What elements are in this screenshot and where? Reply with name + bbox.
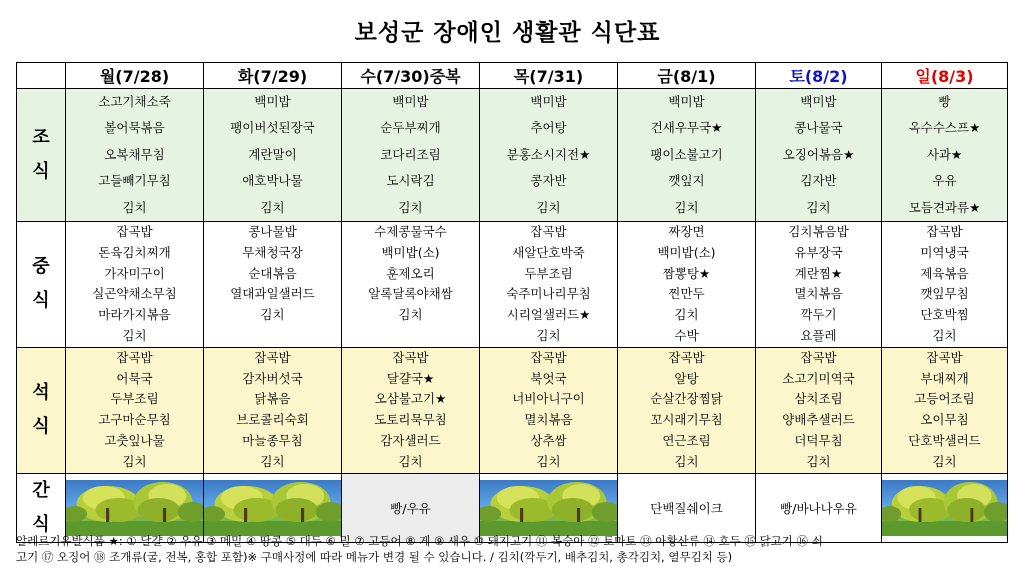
breakfast-menu-item: 오징어볶음★ [782, 146, 855, 162]
day-header-row [17, 63, 1008, 89]
day-header-sat: 토(8/2) [756, 63, 882, 89]
breakfast-menu-item: 팽이버섯된장국 [230, 120, 315, 136]
lunch-menu-item: 숙주미나리무침 [506, 286, 591, 302]
breakfast-menu-item: 콩나물국 [794, 120, 843, 136]
snack-cell-tue [204, 473, 342, 542]
breakfast-menu-item: 고들빼기무침 [98, 173, 171, 189]
lunch-menu-item: 시리얼샐러드★ [506, 307, 591, 323]
lunch-menu-item: 순대볶음 [248, 265, 297, 281]
breakfast-cell-thu [480, 89, 618, 222]
dinner-menu-item: 순살간장찜닭 [650, 391, 723, 407]
day-header-mon: 월(7/28) [66, 63, 204, 89]
snack-label-char-2: 식 [32, 513, 50, 535]
day-header-sun: 일(8/3) [882, 63, 1008, 89]
breakfast-cell-fri [618, 89, 756, 222]
lunch-menu-item: 잡곡밥 [116, 223, 153, 239]
dinner-menu-item: 잡곡밥 [926, 349, 963, 365]
lunch-cell-sun [882, 221, 1008, 347]
dinner-cell-sun [882, 347, 1008, 473]
day-header-thu: 목(7/31) [480, 63, 618, 89]
lunch-menu-item: 가자미구이 [104, 265, 165, 281]
day-header-tue: 화(7/29) [204, 63, 342, 89]
lunch-cell-mon [66, 221, 204, 347]
willow-tree-image [480, 480, 617, 536]
dinner-row [17, 347, 1008, 473]
snack-item: 빵/우유 [390, 500, 431, 516]
breakfast-menu-item: 콩자반 [530, 173, 567, 189]
dinner-menu-item: 닭볶음 [254, 391, 291, 407]
breakfast-cell-sat [756, 89, 882, 222]
dinner-menu-item: 너비아니구이 [512, 391, 585, 407]
dinner-menu-item: 두부조림 [110, 391, 159, 407]
breakfast-menu-item: 김치 [122, 199, 147, 215]
dinner-menu-item: 달걀국★ [386, 370, 435, 386]
willow-tree-image [882, 480, 1007, 536]
lunch-menu-item: 실곤약채소무침 [92, 286, 177, 302]
lunch-menu-item: 계란찜★ [794, 265, 843, 281]
lunch-menu-item: 김치 [536, 327, 561, 343]
day-header-wed: 수(7/30)중복 [342, 63, 480, 89]
page-title: 보성군 장애인 생활관 식단표 [354, 20, 661, 46]
lunch-label [17, 221, 66, 347]
lunch-menu-item: 깻잎무침 [920, 286, 969, 302]
dinner-menu-item: 김치 [122, 453, 147, 469]
breakfast-menu-item: 깻잎지 [668, 173, 705, 189]
snack-item: 빵/바나나우유 [780, 500, 857, 516]
dinner-menu-item: 삼치조림 [794, 391, 843, 407]
breakfast-menu-item: 백미밥 [392, 94, 429, 109]
snack-label-char-1: 간 [32, 479, 50, 501]
snack-cell-sat [756, 473, 882, 542]
lunch-menu-item: 마라가지볶음 [98, 307, 171, 323]
dinner-menu-item: 어묵국 [116, 370, 153, 386]
willow-tree-image [204, 480, 341, 536]
breakfast-row [17, 89, 1008, 222]
dinner-menu-item: 잡곡밥 [800, 349, 837, 365]
snack-row [17, 473, 1008, 542]
dinner-menu-item: 고구마순무침 [98, 412, 171, 428]
dinner-cell-thu [480, 347, 618, 473]
breakfast-menu-item: 소고기채소죽 [98, 94, 171, 109]
lunch-menu-item: 두부조림 [524, 265, 573, 281]
snack-cell-wed [342, 473, 480, 542]
willow-tree-image [66, 480, 203, 536]
breakfast-menu-item: 분홍소시지전★ [506, 146, 591, 162]
lunch-cell-tue [204, 221, 342, 347]
dinner-menu-item: 오삼불고기★ [374, 391, 447, 407]
lunch-menu-item: 멸치볶음 [794, 286, 843, 302]
dinner-cell-fri [618, 347, 756, 473]
lunch-cell-thu [480, 221, 618, 347]
dinner-menu-item: 김치 [674, 453, 699, 469]
lunch-row [17, 221, 1008, 347]
corner-cell [17, 63, 66, 89]
breakfast-menu-item: 오복채무침 [104, 146, 165, 162]
dinner-menu-item: 북엇국 [530, 370, 567, 386]
breakfast-menu-item: 김치 [536, 199, 561, 215]
footnote-line-2: 고기 ⑰ 오징어 ⑱ 조개류(굴, 전복, 홍합 포함)※ 구매사정에 따라 메뉴가 변경 될 수 있습니다. / 김치(깍두기, 배추김치, 총각김치, 열무김치 등) [16, 550, 733, 564]
snack-cell-sun [882, 473, 1008, 542]
lunch-menu-item: 백미밥(소) [657, 244, 716, 260]
dinner-menu-item: 잡곡밥 [530, 349, 567, 365]
dinner-menu-item: 단호박샐러드 [908, 432, 981, 448]
lunch-menu-item: 짜장면 [668, 223, 705, 239]
dinner-menu-item: 잡곡밥 [392, 349, 429, 365]
breakfast-cell-mon [66, 89, 204, 222]
lunch-cell-sat [756, 221, 882, 347]
dinner-menu-item: 브로콜리숙회 [236, 412, 309, 428]
breakfast-menu-item: 김치 [260, 199, 285, 215]
breakfast-cell-wed [342, 89, 480, 222]
dinner-menu-item: 알탕 [674, 370, 699, 386]
footnote-line-1: 알레르기유발식품 ★: ① 달걀 ② 우유 ③ 메밀 ④ 땅콩 ⑤ 대두 ⑥ 밀 ⑦ 고등어 ⑧ 게 ⑨ 새우 ⑩ 돼지고기 ⑪ 복숭아 ⑫ 토마토 ⑬ 아황산류 ⑭ 호두 ⑮ 닭고기 ⑯ 쇠 [16, 534, 823, 548]
lunch-menu-item [342, 326, 479, 347]
lunch-cell-wed [342, 221, 480, 347]
breakfast-menu-item: 김치 [806, 199, 831, 215]
dinner-menu-item: 도토리묵무침 [374, 412, 447, 428]
breakfast-menu-item: 빵 [938, 94, 951, 109]
dinner-cell-sat [756, 347, 882, 473]
lunch-menu-item: 짬뽕탕★ [662, 265, 711, 281]
dinner-label-char-2: 식 [32, 416, 50, 438]
snack-cell-mon [66, 473, 204, 542]
menu-table [16, 62, 1008, 543]
breakfast-menu-item: 백미밥 [530, 94, 567, 109]
dinner-menu-item: 감자샐러드 [380, 432, 441, 448]
breakfast-menu-item: 볼어묵볶음 [104, 120, 165, 136]
lunch-menu-item [204, 326, 341, 347]
lunch-menu-item: 김치 [260, 307, 285, 323]
breakfast-cell-tue [204, 89, 342, 222]
lunch-menu-item: 잡곡밥 [530, 223, 567, 239]
breakfast-menu-item: 건새우무국★ [650, 120, 723, 136]
lunch-menu-item: 김치 [674, 307, 699, 323]
dinner-menu-item: 멸치볶음 [524, 412, 573, 428]
lunch-menu-item: 김치 [122, 327, 147, 343]
dinner-menu-item: 김치 [536, 453, 561, 469]
breakfast-menu-item: 추어탕 [530, 120, 567, 136]
dinner-menu-item: 부대찌개 [920, 370, 969, 386]
dinner-menu-item: 김치 [260, 453, 285, 469]
dinner-cell-mon [66, 347, 204, 473]
lunch-menu-item: 알록달록야채쌈 [368, 286, 453, 302]
dinner-menu-item: 고등어조림 [914, 391, 975, 407]
breakfast-menu-item: 도시락김 [386, 173, 435, 189]
lunch-menu-item: 김치볶음밥 [788, 223, 849, 239]
breakfast-menu-item: 코다리조림 [380, 146, 441, 162]
dinner-menu-item: 소고기미역국 [782, 370, 855, 386]
dinner-menu-item: 김치 [398, 453, 423, 469]
breakfast-menu-item: 김치 [398, 199, 423, 215]
snack-label [17, 473, 66, 542]
dinner-menu-item: 고춧잎나물 [104, 432, 165, 448]
breakfast-menu-item: 모듬견과류★ [908, 199, 981, 215]
breakfast-menu-item: 계란말이 [248, 146, 297, 162]
lunch-menu-item: 김치 [932, 327, 957, 343]
breakfast-menu-item: 백미밥 [800, 94, 837, 109]
dinner-menu-item: 잡곡밥 [254, 349, 291, 365]
day-header-fri: 금(8/1) [618, 63, 756, 89]
dinner-label-char-1: 석 [32, 382, 50, 404]
breakfast-menu-item: 백미밥 [668, 94, 705, 109]
dinner-menu-item: 오이무침 [920, 412, 969, 428]
breakfast-menu-item: 김자반 [800, 173, 837, 189]
dinner-menu-item: 마늘종무침 [242, 432, 303, 448]
breakfast-menu-item: 팽이소불고기 [650, 146, 723, 162]
lunch-menu-item: 김치 [398, 307, 423, 323]
lunch-menu-item: 찐만두 [668, 286, 705, 302]
dinner-menu-item: 김치 [806, 453, 831, 469]
lunch-menu-item: 백미밥(소) [381, 244, 440, 260]
breakfast-menu-item: 백미밥 [254, 94, 291, 109]
dinner-menu-item: 감자버섯국 [242, 370, 303, 386]
breakfast-label-char-2: 식 [32, 160, 50, 182]
breakfast-menu-item: 애호박나물 [242, 173, 303, 189]
lunch-menu-item: 단호박찜 [920, 307, 969, 323]
breakfast-menu-item: 사과★ [926, 146, 963, 162]
lunch-menu-item: 새알단호박죽 [512, 244, 585, 260]
dinner-cell-wed [342, 347, 480, 473]
breakfast-menu-item: 순두부찌개 [380, 120, 441, 136]
breakfast-label-char-1: 조 [32, 126, 50, 148]
dinner-cell-tue [204, 347, 342, 473]
lunch-menu-item: 잡곡밥 [926, 223, 963, 239]
snack-item: 단백질쉐이크 [650, 500, 723, 516]
lunch-label-char-2: 식 [32, 290, 50, 312]
dinner-menu-item: 잡곡밥 [116, 349, 153, 365]
lunch-menu-item: 훈제오리 [386, 265, 435, 281]
dinner-menu-item: 꼬시래기무침 [650, 412, 723, 428]
lunch-menu-item: 수제콩물국수 [374, 223, 447, 239]
dinner-menu-item: 잡곡밥 [668, 349, 705, 365]
dinner-menu-item: 김치 [932, 453, 957, 469]
lunch-menu-item: 유부장국 [794, 244, 843, 260]
lunch-label-char-1: 중 [32, 256, 50, 278]
breakfast-menu-item: 우유 [932, 173, 957, 189]
snack-cell-fri [618, 473, 756, 542]
lunch-menu-item: 무채청국장 [242, 244, 303, 260]
breakfast-menu-item: 김치 [674, 199, 699, 215]
lunch-menu-item: 미역냉국 [920, 244, 969, 260]
lunch-cell-fri [618, 221, 756, 347]
lunch-menu-item: 깍두기 [800, 307, 837, 323]
lunch-menu-item: 콩나물밥 [248, 223, 297, 239]
lunch-menu-item: 요플레 [800, 327, 837, 343]
lunch-menu-item: 열대과일샐러드 [230, 286, 315, 302]
lunch-menu-item: 돈육김치찌개 [98, 244, 171, 260]
breakfast-menu-item: 옥수수스프★ [908, 120, 981, 136]
breakfast-label [17, 89, 66, 222]
dinner-label [17, 347, 66, 473]
snack-cell-thu [480, 473, 618, 542]
breakfast-cell-sun [882, 89, 1008, 222]
dinner-menu-item: 양배추샐러드 [782, 412, 855, 428]
lunch-menu-item: 제육볶음 [920, 265, 969, 281]
dinner-menu-item: 연근조림 [662, 432, 711, 448]
allergy-footnote [16, 533, 1006, 565]
dinner-menu-item: 상추쌈 [530, 432, 567, 448]
lunch-menu-item: 수박 [674, 327, 699, 343]
dinner-menu-item: 더덕무침 [794, 432, 843, 448]
